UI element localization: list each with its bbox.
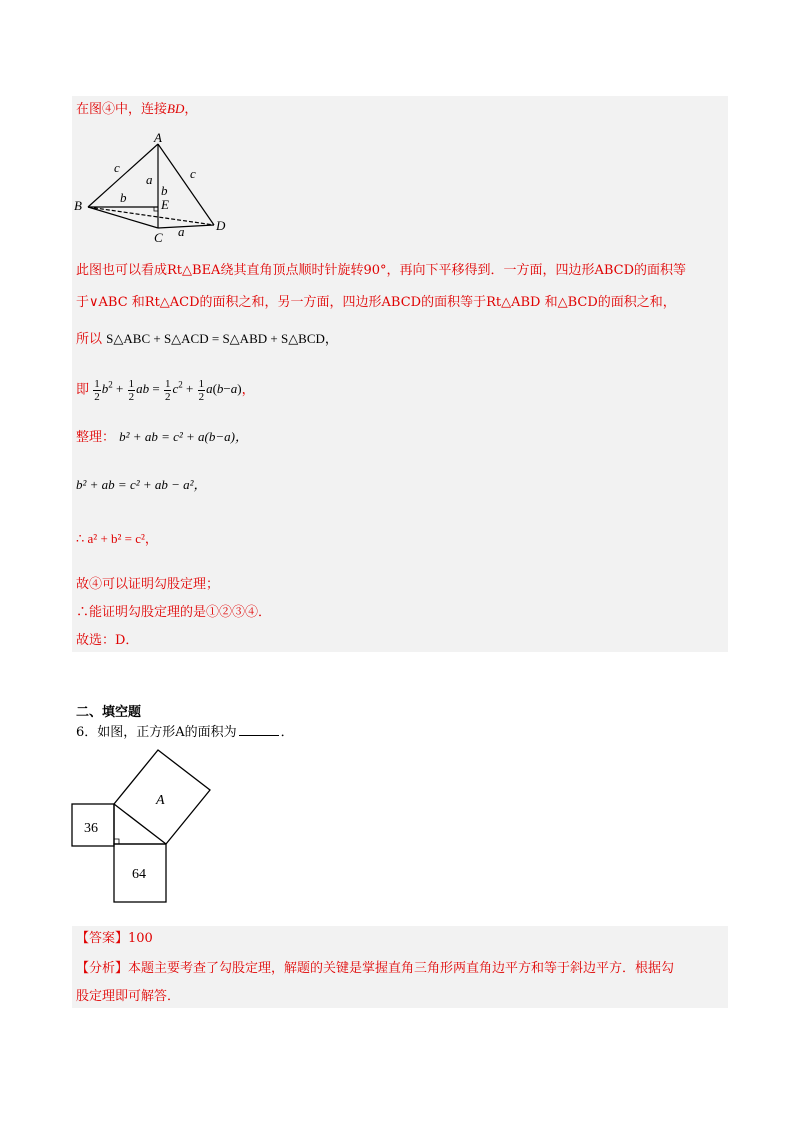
analysis-line-1: 【分析】本题主要考查了勾股定理，解题的关键是掌握直角三角形两直角边平方和等于斜边平方．根据勾 [76,961,675,976]
side-b-horizontal: b [120,190,127,205]
text: 在图④中，连接 [76,102,168,117]
side-c-left: c [114,160,120,175]
label-e: E [161,197,169,212]
fraction-half: $\frac{1}{2}$ [128,377,135,403]
solution-eq-5 [76,530,158,549]
figure-4 [68,132,238,244]
text: 即 [76,382,90,398]
text: 整理： [76,430,116,445]
label-c: C [154,230,163,244]
question-6 [76,724,294,742]
section-heading: 二、填空题 [76,705,142,720]
label-b: B [74,198,82,213]
var-bd: BD [167,101,185,116]
text: 所以 [76,332,103,347]
solution-line-1 [76,100,197,119]
label-d: D [216,218,226,233]
solution-para-3 [76,330,338,349]
conclusion-3: 故选：D． [76,633,139,648]
equation-3: b² + ab = c² + a(b−a)， [119,429,248,444]
side-a-bottom: a [178,224,185,239]
equation-1: S△ABC + S△ACD = S△ABD + S△BCD， [106,331,338,346]
side-b-vertical: b [161,183,168,198]
text: 6．如图，正方形A的面积为 [76,725,237,740]
figure-squares [70,748,216,908]
solution-eq-3 [76,428,248,447]
conclusion-2: ∴能证明勾股定理的是①②③④． [76,605,272,620]
answer: 【答案】100 [76,931,153,946]
answer-blank [239,735,279,736]
fraction-half: $\frac{1}{2}$ [164,377,171,403]
label-square-a: A [156,793,165,808]
solution-para-1: 此图也可以看成Rt△BEA绕其直角顶点顺时针旋转90°，再向下平移得到．一方面，四边形ABCD的面积等 [76,263,687,278]
label-square-64: 64 [132,867,146,882]
text: ． [280,725,294,740]
solution-eq-2: 即 $\frac{1}{2}$ $b^2$ + $\frac{1}{2}$ ab = $\frac{1}{2}$ $c^2$ + $\frac{1}{2}$ a(b−a)， [76,377,255,403]
analysis-line-2: 股定理即可解答． [76,989,181,1004]
text: ， [184,102,198,117]
fraction-half: $\frac{1}{2}$ [94,377,100,403]
label-square-36: 36 [84,821,98,836]
label-a: A [154,132,162,145]
equation-5: ∴ a² + b² = c²， [76,531,158,546]
side-a-vertical: a [146,172,153,187]
conclusion-1: 故④可以证明勾股定理； [76,577,220,592]
solution-eq-4 [76,476,207,495]
side-c-right: c [190,166,196,181]
equation-4: b² + ab = c² + ab − a²， [76,477,207,492]
solution-para-2: 于∨ABC 和Rt△ACD的面积之和，另一方面，四边形ABCD的面积等于Rt△ABD 和△BCD的面积之和， [76,295,676,310]
fraction-half: $\frac{1}{2}$ [198,377,205,403]
